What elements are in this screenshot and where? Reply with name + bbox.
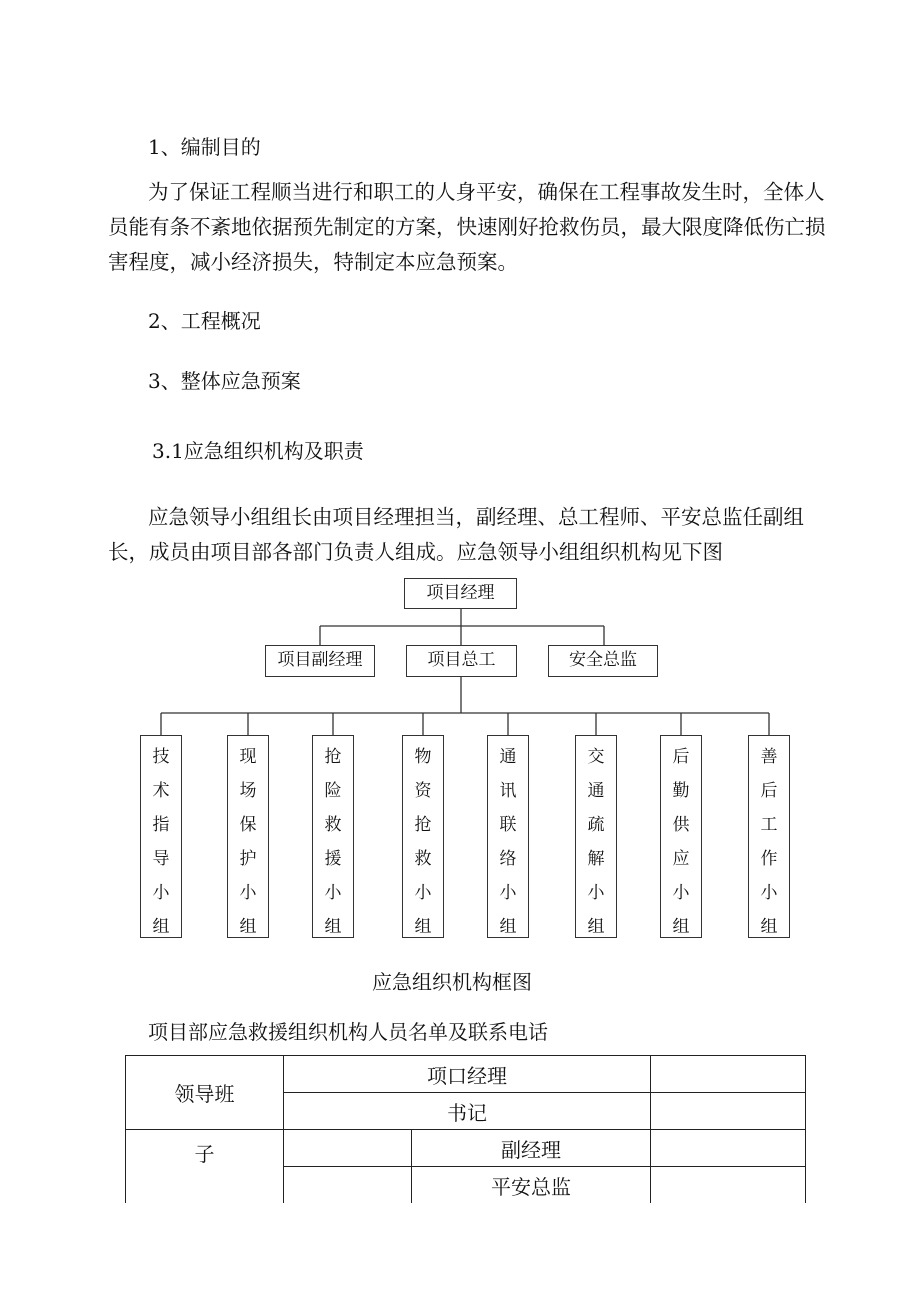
org-group-logistics: 后 勤 供 应 小 组 <box>660 735 702 938</box>
roster-contact-cell <box>651 1167 806 1204</box>
roster-name-cell <box>284 1130 412 1167</box>
roster-role-safety-director: 平安总监 <box>412 1167 651 1204</box>
org-group-materials: 物 资 抢 救 小 组 <box>402 735 444 938</box>
roster-title: 项目部应急救援组织机构人员名单及联系电话 <box>148 1020 548 1044</box>
org-group-traffic: 交 通 疏 解 小 组 <box>575 735 617 938</box>
roster-role-secretary: 书记 <box>284 1093 651 1130</box>
table-row <box>126 1130 806 1167</box>
org-node-chief-engineer: 项目总工 <box>406 645 517 677</box>
roster-group-label: 领导班 <box>126 1056 284 1130</box>
roster-contact-cell <box>651 1093 806 1130</box>
table-row <box>126 1056 806 1093</box>
section-2-heading: 2、工程概况 <box>148 309 261 333</box>
org-group-site-protection: 现 场 保 护 小 组 <box>227 735 269 938</box>
roster-table <box>125 1055 806 1203</box>
org-node-deputy-manager: 项目副经理 <box>265 645 375 677</box>
section-1-paragraph: 为了保证工程顺当进行和职工的人身平安，确保在工程事故发生时，全体人员能有条不紊地依据预先制定的方案，快速刚好抢救伤员，最大限度降低伤亡损害程度，减小经济损失，特制定本应急预案。 <box>108 180 826 274</box>
org-group-rescue: 抢 险 救 援 小 组 <box>312 735 354 938</box>
roster-role-deputy-manager: 副经理 <box>412 1130 651 1167</box>
section-3-1-paragraph: 应急领导小组组长由项目经理担当，副经理、总工程师、平安总监任副组长，成员由项目部各部门负责人组成。应急领导小组组织机构见下图 <box>108 505 804 564</box>
section-3-heading: 3、整体应急预案 <box>148 369 301 393</box>
org-node-project-manager: 项目经理 <box>404 578 517 609</box>
roster-contact-cell <box>651 1056 806 1093</box>
org-group-aftermath: 善 后 工 作 小 组 <box>748 735 790 938</box>
roster-role-project-manager: 项口经理 <box>284 1056 651 1093</box>
roster-group-label-cont: 子 <box>126 1130 284 1204</box>
section-1-heading: 1、编制目的 <box>148 135 261 159</box>
roster-contact-cell <box>651 1130 806 1167</box>
org-group-technical-guidance: 技 术 指 导 小 组 <box>140 735 182 938</box>
org-node-safety-director: 安全总监 <box>548 645 658 677</box>
section-3-1-heading: 3.1应急组织机构及职责 <box>152 439 364 463</box>
org-chart-caption: 应急组织机构框图 <box>372 970 532 994</box>
org-group-communications: 通 讯 联 络 小 组 <box>487 735 529 938</box>
roster-name-cell <box>284 1167 412 1204</box>
